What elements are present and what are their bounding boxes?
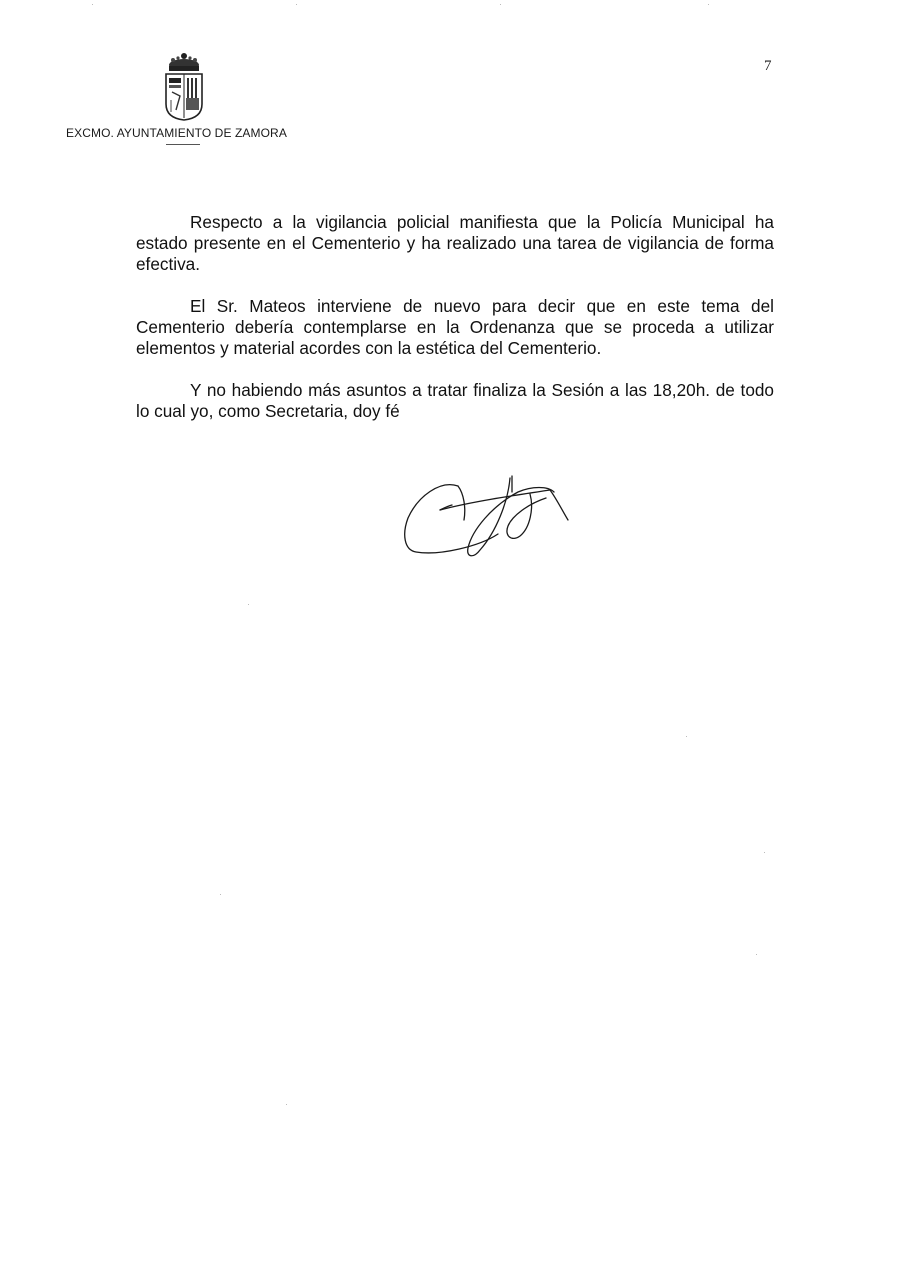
institution-underline [166,144,200,145]
scan-speck [756,954,757,955]
scan-speck [500,4,501,5]
paragraph-mateos-intervention: El Sr. Mateos interviene de nuevo para decir que en este tema del Cementerio debería contemplarse en la Ordenanza que se proceda a utilizar elementos y material acordes con la estética del Cementerio. [136,296,774,358]
coat-of-arms-icon [160,52,208,122]
institution-name: EXCMO. AYUNTAMIENTO DE ZAMORA [66,126,287,140]
scan-speck [686,736,687,737]
scan-speck [220,894,221,895]
scan-speck [248,604,249,605]
paragraph-police-surveillance: Respecto a la vigilancia policial manifiesta que la Policía Municipal ha estado presente en el Cementerio y ha realizado una tarea de vigilancia de forma efectiva. [136,212,774,274]
scan-speck [764,852,765,853]
page-number: 7 [764,58,772,74]
scan-speck [286,1104,287,1105]
scan-speck [296,4,297,5]
paragraph-session-closing: Y no habiendo más asuntos a tratar finaliza la Sesión a las 18,20h. de todo lo cual yo, como Secretaria, doy fé [136,380,774,421]
handwritten-signature-icon [400,472,572,564]
scan-speck [708,4,709,5]
scan-speck [92,4,93,5]
document-body [136,212,774,443]
